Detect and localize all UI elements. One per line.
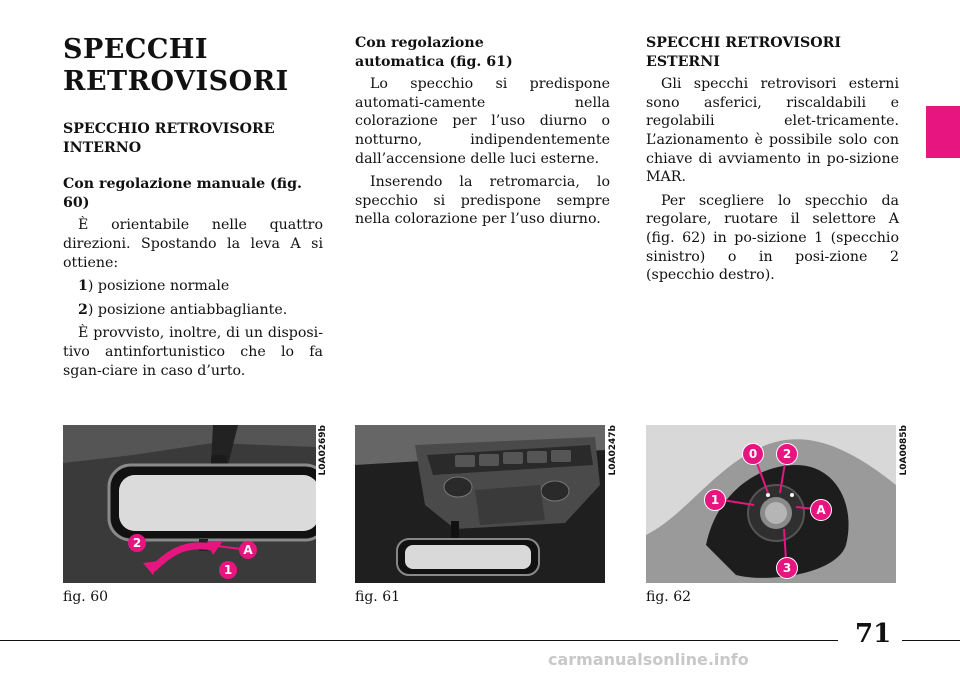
figure-61-caption: fig. 61: [355, 589, 401, 605]
callout-1: 1: [704, 489, 726, 511]
page-title: SPECCHI RETROVISORI: [63, 34, 289, 97]
callout-0: 0: [742, 443, 764, 465]
list-item-normal: 1) posizione normale: [78, 278, 230, 295]
automatic-adjust-heading: Con regolazione automatica (fig. 61): [355, 35, 513, 70]
section-heading-exterior: SPECCHI RETROVISORI ESTERNI: [646, 35, 842, 70]
figure-62-image: [646, 425, 896, 583]
figure-60-code: L0A0269b: [318, 425, 328, 476]
section-heading-interior: SPECCHIO RETROVISORE INTERNO: [63, 121, 275, 156]
paragraph-orientable: È orientabile nelle quattro direzioni. Spostando la leva A si ottiene:: [63, 217, 323, 271]
callout-3: 3: [776, 557, 798, 579]
callout-1: 1: [219, 561, 237, 579]
paragraph-automatic: Lo specchio si predispone automati-camente nella colorazione per l’uso diurno o notturno, indipendentemente dall’accensione delle luci esterne.: [355, 76, 610, 167]
figure-60-caption: fig. 60: [63, 589, 109, 605]
figure-62-caption: fig. 62: [646, 589, 692, 605]
page-number: 71: [855, 619, 892, 649]
figure-61-image: [355, 425, 605, 583]
column-2: [355, 34, 610, 234]
manual-adjust-heading: Con regolazione manuale (fig. 60): [63, 176, 302, 211]
footer-rule-left: [0, 640, 838, 641]
column-3: [646, 34, 899, 290]
callout-2: 2: [776, 443, 798, 465]
section-tab-marker: [926, 106, 960, 158]
paragraph-reverse: Inserendo la retromarcia, lo specchio si predispone sempre nella colorazione per l’uso diurno.: [355, 174, 610, 228]
callout-a: A: [810, 499, 832, 521]
footer-rule-right: [902, 640, 960, 641]
paragraph-exterior: Gli specchi retrovisori esterni sono asferici, riscaldabili e regolabili elet-tricamente. L’azionamento è possibile solo con chiave di avviamento in po-sizione MAR.: [646, 76, 899, 186]
callout-2: 2: [128, 534, 146, 552]
figure-60-image: [63, 425, 316, 583]
paragraph-safety: È provvisto, inoltre, di un disposi-tivo antinfortunistico che lo fa sgan-ciare in caso d’urto.: [63, 325, 323, 379]
column-1: [63, 34, 323, 385]
footer-watermark: carmanualsonline.info: [548, 650, 749, 669]
figure-61-code: L0A0247b: [608, 425, 618, 476]
paragraph-selector: Per scegliere lo specchio da regolare, ruotare il selettore A (fig. 62) in po-sizione 1 (specchio sinistro) o in posi-zione 2 (specchio destro).: [646, 192, 899, 284]
callout-a: A: [239, 541, 257, 559]
list-item-antiglare: 2) posizione antiabbagliante.: [78, 301, 288, 318]
figure-62-code: L0A0085b: [899, 425, 909, 476]
